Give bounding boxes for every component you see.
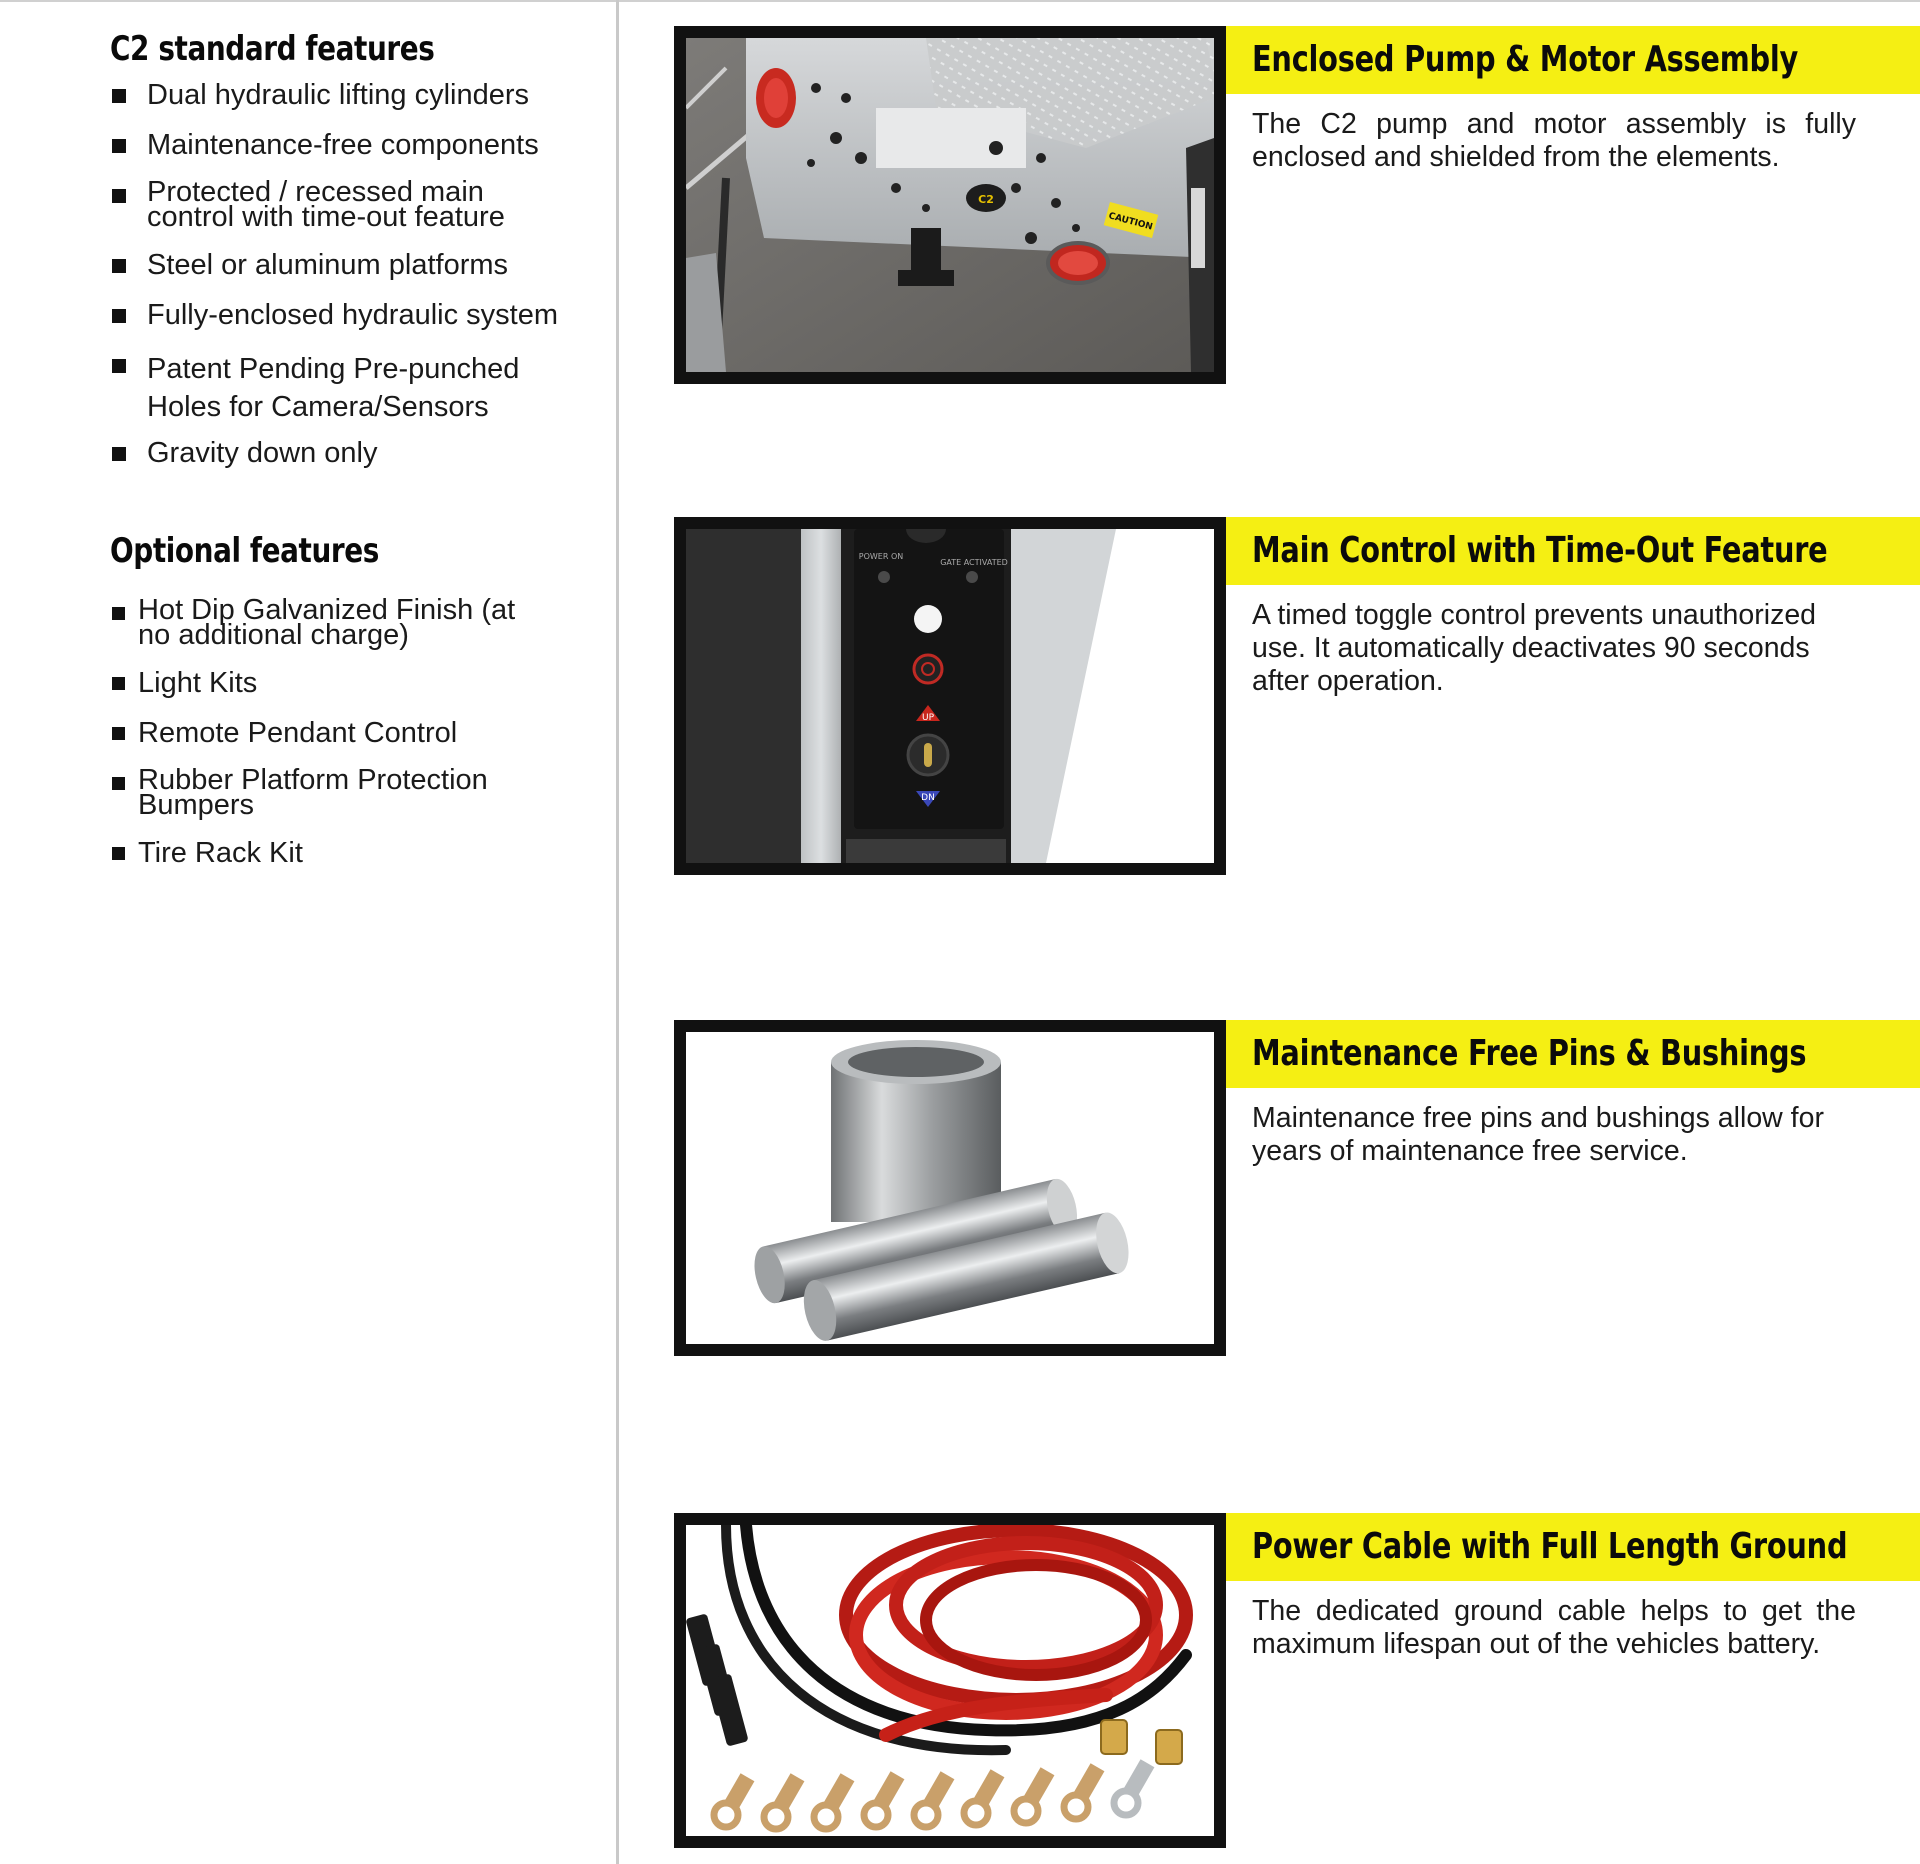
power-cable-photo-frame [674, 1513, 1226, 1848]
bullet-square-icon [112, 359, 126, 373]
pins-bushings-title: Maintenance Free Pins & Bushings [1252, 1033, 1807, 1074]
main-control-description: A timed toggle control prevents unauthorized use. It automatically deactivates 90 seconds after operation. [1252, 599, 1817, 697]
bullet-square-icon [112, 139, 126, 153]
list-item: Tire Rack Kit [110, 838, 610, 868]
list-item: Protected / recessed main control with time-out feature [110, 180, 577, 230]
main-control-photo [686, 529, 1214, 863]
list-item: Maintenance-free components [110, 130, 610, 160]
c2-badge-label: C2 [978, 193, 994, 206]
main-control-title: Main Control with Time-Out Feature [1252, 530, 1828, 571]
up-label: UP [921, 713, 935, 723]
list-item: Dual hydraulic lifting cylinders [110, 80, 610, 110]
bullet-square-icon [112, 607, 125, 620]
list-item: Patent Pending Pre-punched Holes for Camera/Sensors [110, 350, 577, 426]
pump-motor-illustration [686, 38, 1214, 372]
pump-motor-photo-frame [674, 26, 1226, 384]
standard-features-list [110, 80, 610, 468]
power-cable-title-bar [1226, 1513, 1920, 1581]
bullet-square-icon [112, 777, 125, 790]
bullet-square-icon [112, 89, 126, 103]
feature-main-control [674, 517, 1920, 875]
pump-motor-photo [686, 38, 1214, 372]
list-item: Fully-enclosed hydraulic system [110, 300, 610, 330]
main-control-illustration [686, 529, 1214, 863]
list-item: Rubber Platform Protection Bumpers [110, 768, 558, 818]
standard-features-heading: C2 standard features [110, 29, 435, 69]
bullet-square-icon [112, 677, 125, 690]
list-item: Steel or aluminum platforms [110, 250, 610, 280]
pump-motor-title: Enclosed Pump & Motor Assembly [1252, 39, 1799, 80]
optional-features-list [110, 594, 610, 869]
bullet-square-icon [112, 259, 126, 273]
feature-pump-motor [674, 26, 1920, 384]
feature-power-cable [674, 1513, 1920, 1848]
list-item: Light Kits [110, 668, 610, 698]
column-divider [616, 0, 619, 1864]
bullet-square-icon [112, 309, 126, 323]
pump-motor-title-bar [1226, 26, 1920, 94]
bullet-square-icon [112, 189, 126, 203]
pins-bushings-photo-frame [674, 1020, 1226, 1356]
pins-bushings-photo [686, 1032, 1214, 1344]
main-control-photo-frame [674, 517, 1226, 875]
gate-activated-label: GATE ACTIVATED [940, 558, 1008, 567]
power-cable-description: The dedicated ground cable helps to get the maximum lifespan out of the vehicles battery. [1252, 1595, 1856, 1660]
pump-motor-description: The C2 pump and motor assembly is fully enclosed and shielded from the elements. [1252, 108, 1856, 173]
list-item: Hot Dip Galvanized Finish (at no additional charge) [110, 598, 538, 648]
power-cable-title: Power Cable with Full Length Ground [1252, 1526, 1848, 1567]
power-cable-illustration [686, 1525, 1214, 1836]
feature-pins-bushings [674, 1020, 1920, 1356]
bullet-square-icon [112, 447, 126, 461]
optional-features-heading: Optional features [110, 531, 379, 571]
bullet-square-icon [112, 727, 125, 740]
power-cable-photo [686, 1525, 1214, 1836]
pins-bushings-title-bar [1226, 1020, 1920, 1088]
feature-lists [110, 26, 610, 888]
bullet-square-icon [112, 847, 125, 860]
power-on-label: POWER ON [858, 552, 904, 561]
main-control-title-bar [1226, 517, 1920, 585]
caution-label: CAUTION [1107, 211, 1154, 233]
list-item: Gravity down only [110, 438, 610, 468]
pins-bushings-illustration [686, 1032, 1214, 1344]
dn-label: DN [921, 793, 935, 803]
list-item: Remote Pendant Control [110, 718, 610, 748]
pins-bushings-description: Maintenance free pins and bushings allow for years of maintenance free service. [1252, 1102, 1824, 1167]
top-rule [0, 0, 1920, 2]
